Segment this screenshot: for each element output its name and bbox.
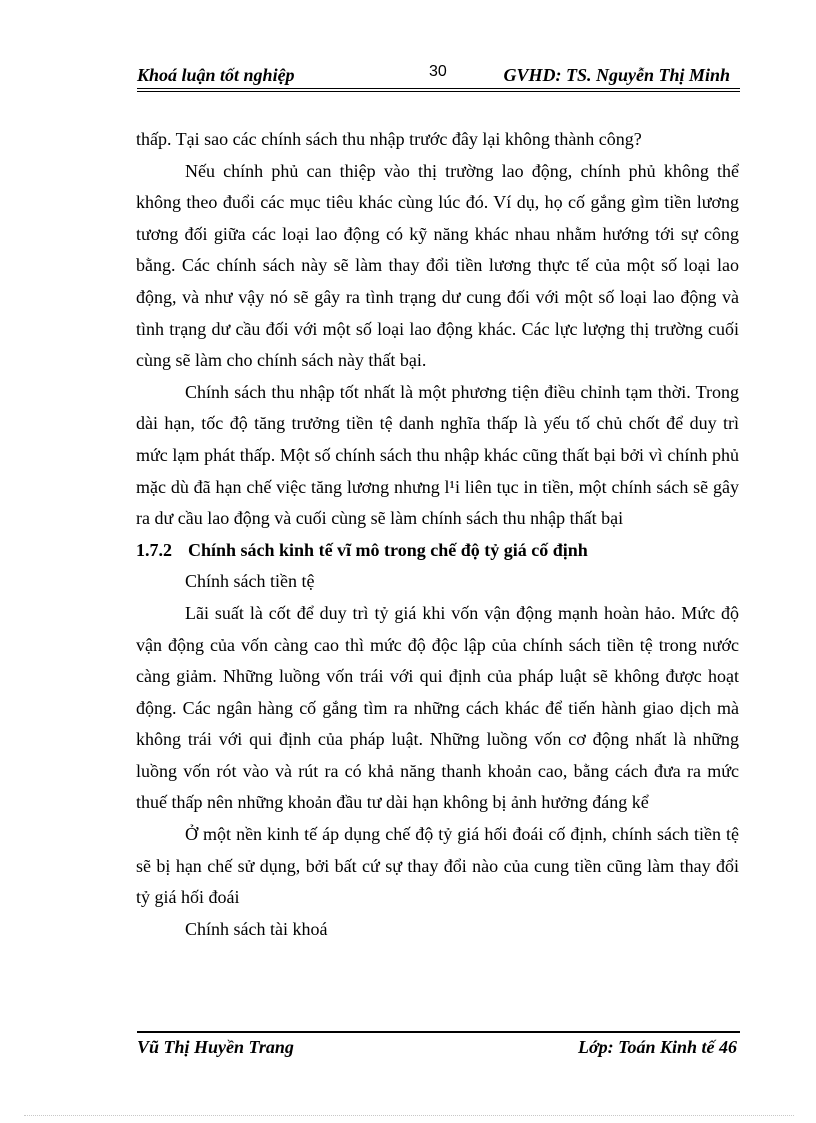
- footer-author: Vũ Thị Huyền Trang: [137, 1037, 294, 1057]
- section-title: Chính sách kinh tế vĩ mô trong chế độ tỷ giá cố định: [188, 539, 588, 560]
- header-rule-top: [137, 88, 740, 89]
- page-header: [137, 62, 740, 88]
- header-thesis-title: Khoá luận tốt nghiệp: [137, 65, 295, 85]
- page-number: 30: [429, 63, 447, 80]
- subheading-fiscal-policy: Chính sách tài khoá: [185, 918, 328, 939]
- subheading-monetary-policy: Chính sách tiền tệ: [185, 571, 315, 592]
- paragraph-1: thấp. Tại sao các chính sách thu nhập trước đây lại không thành công?: [136, 129, 642, 149]
- footer-class: Lớp: Toán Kinh tế 46: [577, 1037, 737, 1057]
- paragraph-2: Nếu chính phủ can thiệp vào thị trường lao động, chính phủ không thể không theo đuổi các mục tiêu khác cùng lúc đó. Ví dụ, họ cố gắng gìm tiền lương tương đối giữa các loại lao động có kỹ năng khác nhau nhằm hướng tới sự công bằng. Các chính sách này sẽ làm thay đổi tiền lương thực tế của một số loại lao động, và như vậy nó sẽ gây ra tình trạng dư cung đối với một số loại lao động và tình trạng dư cầu đối với một số loại lao động khác. Các lực lượng thị trường cuối cùng sẽ làm cho chính sách này thất bại.: [136, 160, 739, 371]
- paragraph-4: Lãi suất là cốt để duy trì tỷ giá khi vốn vận động mạnh hoàn hảo. Mức độ vận động của vốn càng cao thì mức độ độc lập của chính sách tiền tệ trong nước càng giảm. Những luồng vốn trái với qui định của pháp luật sẽ không được hoạt động. Các ngân hàng cố gắng tìm ra những cách khác để tiến hành giao dịch mà không trái với qui định của pháp luật. Những luồng vốn cơ động nhất là những luồng vốn rót vào và rút ra có khả năng thanh khoản cao, bằng cách đưa ra mức thuế thấp nên những khoản đầu tư dài hạn không bị ảnh hưởng đáng kể: [136, 602, 739, 813]
- header-supervisor: GVHD: TS. Nguyễn Thị Minh: [503, 65, 730, 85]
- paragraph-3: Chính sách thu nhập tốt nhất là một phương tiện điều chỉnh tạm thời. Trong dài hạn, tốc độ tăng trưởng tiền tệ danh nghĩa thấp là yếu tố chủ chốt để duy trì mức lạm phát thấp. Một số chính sách thu nhập khác cũng thất bại bởi vì chính phủ mặc dù đã hạn chế việc tăng lương nhưng l¹i liên tục in tiền, một chính sách sẽ gây ra dư cầu lao động và cuối cùng sẽ làm chính sách thu nhập thất bại: [136, 381, 739, 529]
- footer-rule: [137, 1031, 740, 1033]
- paragraph-5: Ở một nền kinh tế áp dụng chế độ tỷ giá hối đoái cố định, chính sách tiền tệ sẽ bị hạn chế sử dụng, bởi bất cứ sự thay đổi nào của cung tiền cũng làm thay đổi tỷ giá hối đoái: [136, 824, 739, 908]
- section-number: 1.7.2: [136, 539, 172, 560]
- section-heading: [136, 535, 739, 567]
- page-edge-divider: [24, 1115, 794, 1116]
- body-text: [136, 124, 739, 945]
- page-footer: [137, 1037, 740, 1061]
- header-rule-bottom: [137, 91, 740, 92]
